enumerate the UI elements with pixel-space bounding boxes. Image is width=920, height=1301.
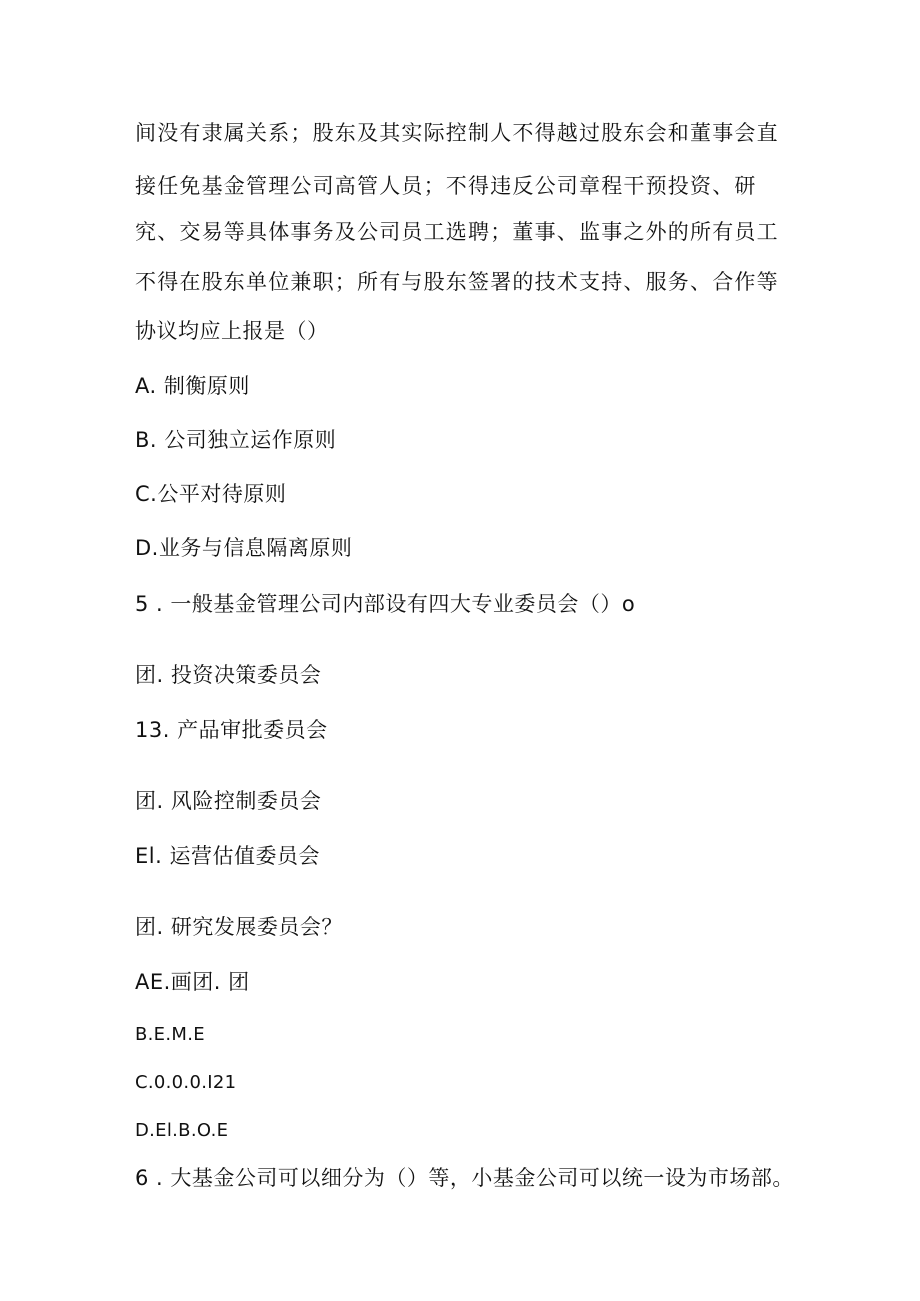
q4-stem-line-4: 不得在股东单位兼职；所有与股东签署的技术支持、服务、合作等 [135,270,779,294]
q4-option-c: C.公平对待原则 [135,482,287,506]
q5-option-b: B.E.M.E [135,1024,205,1045]
q4-stem-line-3: 究、交易等具体事务及公司员工选聘；董事、监事之外的所有员工 [135,220,779,244]
q5-option-c: C.0.0.0.I21 [135,1072,237,1093]
q6-stem: 6 . 大基金公司可以细分为（）等，小基金公司可以统一设为市场部。 [135,1166,794,1190]
q5-option-a: AE.画团. 团 [135,970,250,994]
q5-item-1: 团. 投资决策委员会 [135,663,322,687]
q4-stem-line-2: 接任免基金管理公司高管人员；不得违反公司章程干预投资、研 [135,174,757,198]
q5-item-5: 团. 研究发展委员会？ [135,915,343,939]
q4-stem-line-5: 协议均应上报是（） [135,319,329,343]
q5-stem: 5 . 一般基金管理公司内部设有四大专业委员会（）o [135,592,636,616]
q5-item-3: 团. 风险控制委员会 [135,789,322,813]
q5-option-d: D.El.B.O.E [135,1120,229,1141]
q4-stem-line-1: 间没有隶属关系；股东及其实际控制人不得越过股东会和董事会直 [135,121,779,145]
q4-option-d: D.业务与信息隔离原则 [135,536,353,560]
q5-item-2: 13. 产品审批委员会 [135,718,328,742]
q5-item-4: El. 运营估值委员会 [135,844,320,868]
q4-option-a: A. 制衡原则 [135,374,250,398]
q4-option-b: B. 公司独立运作原则 [135,428,337,452]
